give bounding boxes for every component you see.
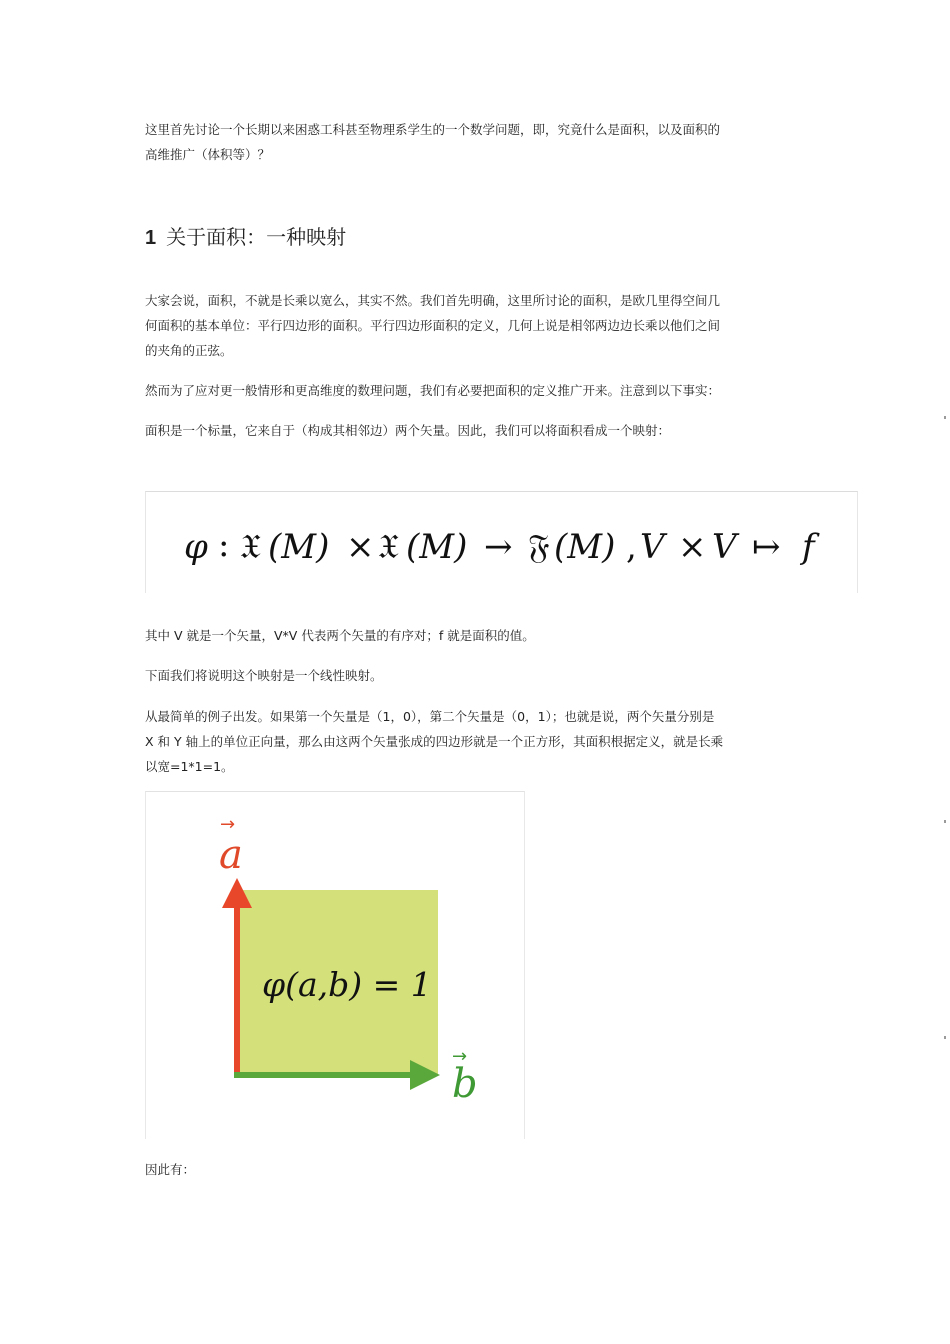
formula-f: f (802, 527, 815, 567)
formula-arrow: → (484, 527, 513, 567)
p6-line-3: 以宽=1*1=1。 (145, 759, 234, 774)
paragraph-area-mapping (145, 418, 813, 443)
formula-comma: , (626, 527, 637, 567)
p5-text: 下面我们将说明这个映射是一个线性映射。 (145, 668, 383, 683)
p1-line-2: 何面积的基本单位：平行四边形的面积。平行四边形面积的定义，几何上说是相邻两边边长乘以他们之间 (145, 318, 721, 333)
p2-text: 然而为了应对更一般情形和更高维度的数理问题，我们有必要把面积的定义推广开来。注意到以下事实： (145, 383, 721, 398)
paragraph-area-definition (145, 288, 813, 363)
intro-line-2: 高维推广（体积等）？ (145, 147, 271, 162)
vector-a-arrow-mark: → (220, 814, 236, 835)
section-heading (145, 222, 346, 253)
edge-mark (944, 416, 946, 419)
formula-m-1: (M) (268, 527, 330, 567)
edge-mark (944, 1036, 946, 1039)
intro-paragraph (145, 117, 813, 167)
formula-times-2: × (678, 527, 707, 567)
unit-square-figure (145, 791, 525, 1139)
section-number: 1 (145, 227, 157, 249)
paragraph-vector-explanation (145, 623, 813, 648)
formula-colon: : (218, 525, 230, 565)
paragraph-generalization (145, 378, 813, 403)
formula-m-2: (M) (406, 527, 468, 567)
vector-a-label: a (219, 832, 243, 878)
area-equation-label: φ(a,b) = 1 (262, 965, 432, 1004)
p6-line-1: 从最简单的例子出发。如果第一个矢量是（1，0），第二个矢量是（0，1）；也就是说，两个矢量分别是 (145, 709, 715, 724)
formula-frak-x-1: 𝔛 (240, 527, 261, 567)
paragraph-therefore (145, 1157, 813, 1182)
formula-mapsto: ↦ (752, 527, 781, 567)
formula-times-1: × (346, 527, 375, 567)
p6-line-2: X 和 Y 轴上的单位正向量，那么由这两个矢量张成的四边形就是一个正方形，其面积根据定义，就是长乘 (145, 734, 724, 749)
vector-b-arrow-mark: → (452, 1046, 468, 1067)
paragraph-simple-example (145, 704, 813, 779)
vector-b-label: b (452, 1061, 478, 1107)
edge-mark (944, 820, 946, 823)
p1-line-3: 的夹角的正弦。 (145, 343, 233, 358)
p3-text: 面积是一个标量，它来自于（构成其相邻边）两个矢量。因此，我们可以将面积看成一个映射： (145, 423, 671, 438)
paragraph-linear-mapping (145, 663, 813, 688)
p4-text: 其中 V 就是一个矢量，V*V 代表两个矢量的有序对；f 就是面积的值。 (145, 628, 535, 643)
p1-line-1: 大家会说，面积，不就是长乘以宽么，其实不然。我们首先明确，这里所讨论的面积，是欧几里得空间几 (145, 293, 721, 308)
formula-phi: φ (184, 527, 208, 567)
formula-frak-x-2: 𝔛 (378, 527, 399, 567)
section-title: 关于面积：一种映射 (166, 225, 347, 249)
formula-m-3: (M) (554, 527, 616, 567)
formula-v-1: V (640, 527, 665, 567)
p7-text: 因此有： (145, 1162, 196, 1177)
unit-square-svg (146, 792, 526, 1140)
intro-line-1: 这里首先讨论一个长期以来困惑工科甚至物理系学生的一个数学问题，即，究竟什么是面积，以及面积的 (145, 122, 721, 137)
formula-frak-f: 𝔉 (528, 527, 550, 567)
formula-svg (146, 492, 859, 594)
formula-v-2: V (712, 527, 737, 567)
formula-image (145, 491, 858, 593)
